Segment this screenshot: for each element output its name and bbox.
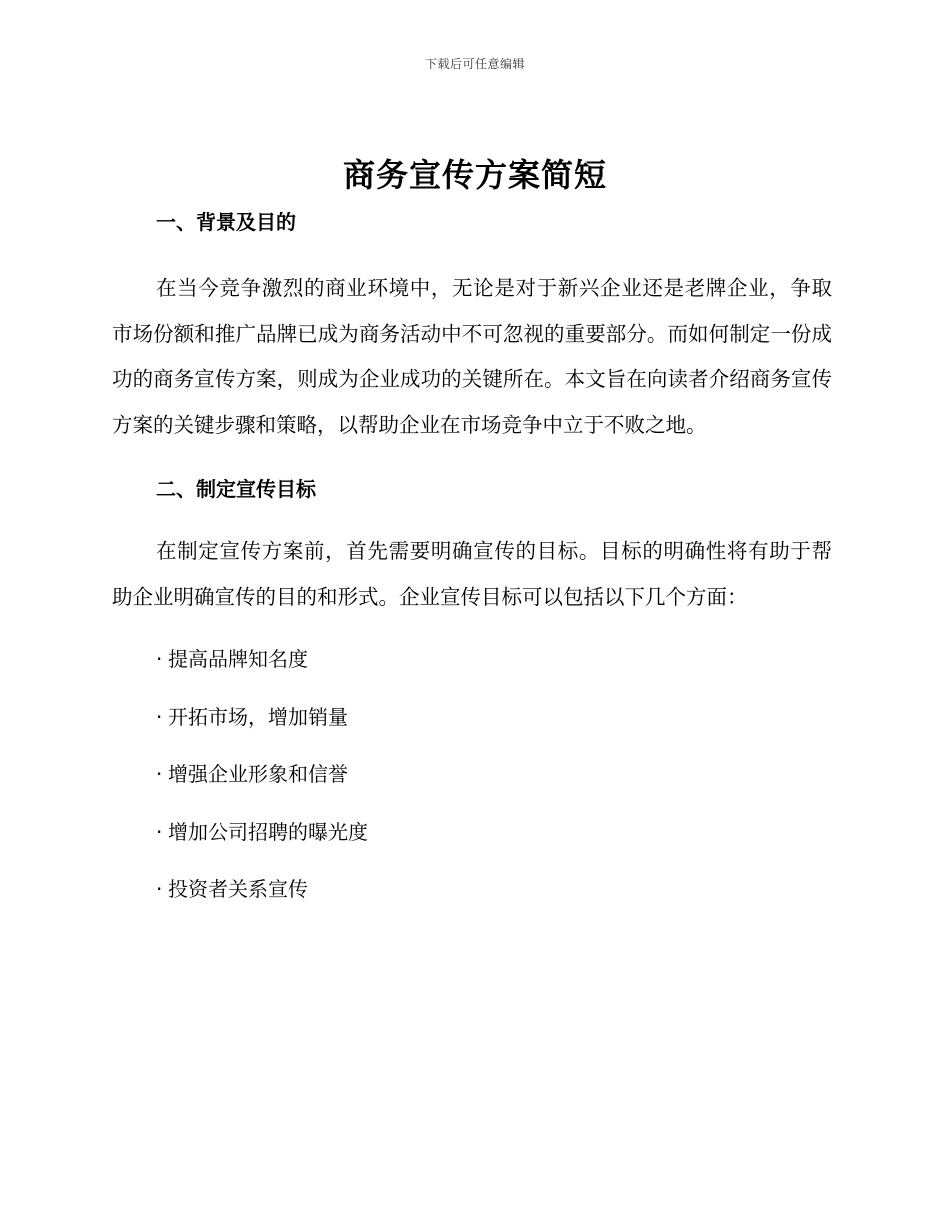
document-title: 商务宣传方案简短 — [342, 156, 607, 194]
list-item — [156, 761, 832, 787]
header-note: 下载后可任意编辑 — [424, 57, 525, 71]
list-item — [156, 819, 832, 845]
list-item — [156, 704, 832, 730]
bullet-marker: · — [156, 762, 163, 786]
bullet-marker: · — [156, 647, 163, 671]
section-heading-background: 一、背景及目的 — [156, 210, 296, 234]
list-item-text: 增加公司招聘的曝光度 — [168, 819, 368, 844]
list-item-text: 投资者关系宣传 — [168, 877, 308, 901]
bullet-marker: · — [156, 704, 163, 729]
list-item — [156, 876, 832, 902]
document-body — [112, 205, 832, 934]
goals-bullet-list — [112, 646, 832, 902]
section-paragraph-background: 在当今竞争激烈的商业环境中，无论是对于新兴企业还是老牌企业，争取市场份额和推广品牌已成为商务活动中不可忽视的重要部分。而如何制定一份成功的商务宣传方案，则成为企业成功的关键所在。本文旨在向读者介绍商务宣传方案的关键步骤和策略，以帮助企业在市场竞争中立于不败之地。 — [112, 276, 832, 437]
list-item — [156, 646, 832, 672]
bullet-marker: · — [156, 877, 163, 901]
list-item-text: 开拓市场，增加销量 — [168, 704, 348, 729]
list-item-text: 增强企业形象和信誉 — [168, 762, 348, 786]
bullet-marker: · — [156, 819, 163, 844]
section-paragraph-goals: 在制定宣传方案前，首先需要明确宣传的目标。目标的明确性将有助于帮助企业明确宣传的目的和形式。企业宣传目标可以包括以下几个方面： — [112, 539, 832, 609]
list-item-text: 提高品牌知名度 — [168, 647, 308, 671]
section-heading-goals: 二、制定宣传目标 — [156, 477, 316, 501]
